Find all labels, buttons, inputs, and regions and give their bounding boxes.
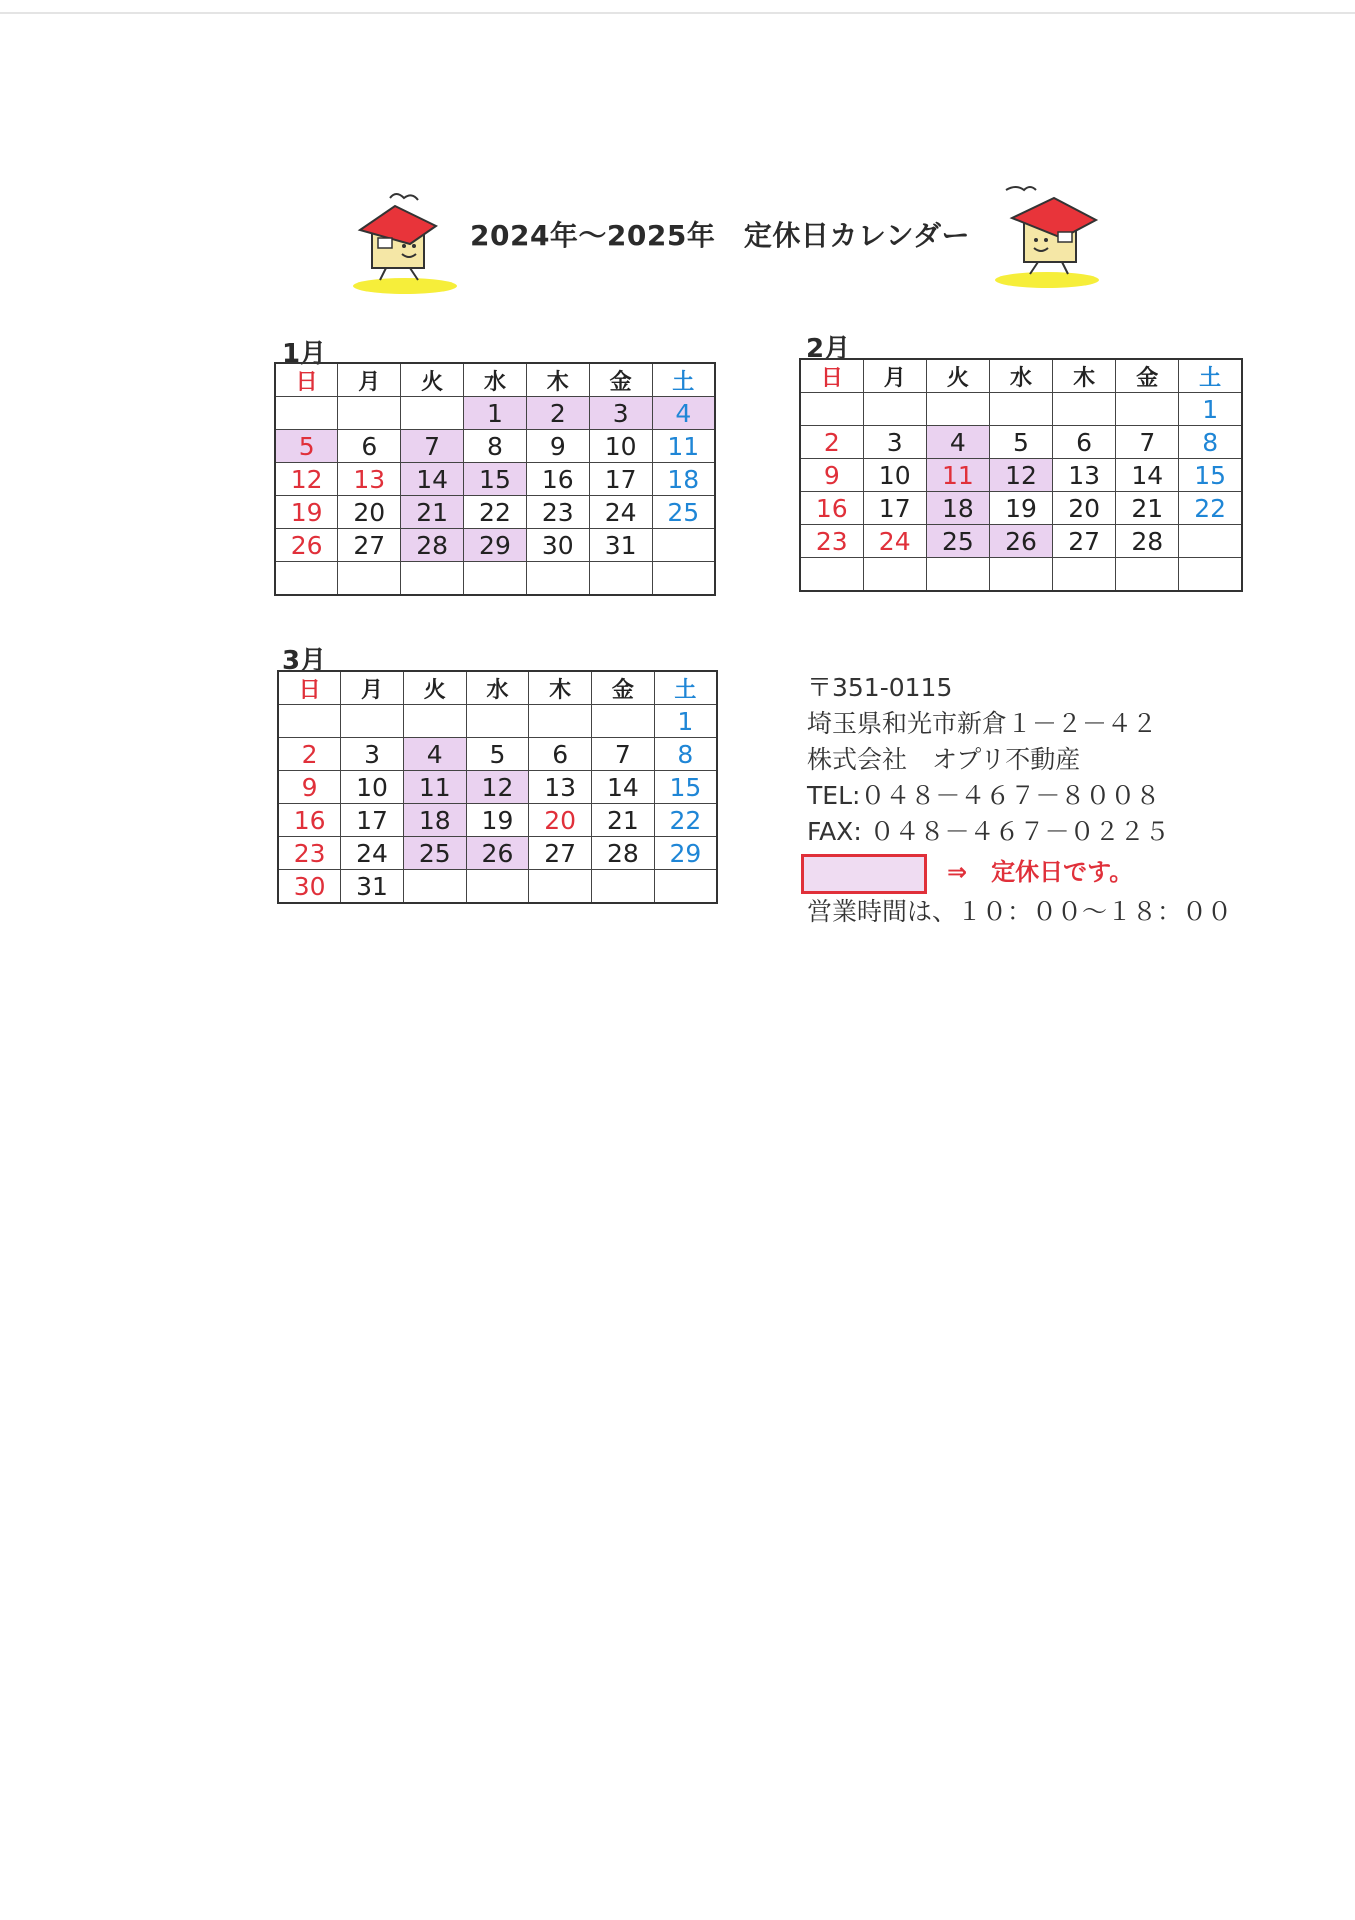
empty-cell	[526, 562, 589, 596]
day-cell: 27	[1053, 525, 1116, 558]
day-cell: 23	[800, 525, 863, 558]
store-info	[807, 670, 1232, 930]
day-cell: 20	[529, 804, 592, 837]
empty-cell	[800, 558, 863, 592]
day-cell: 25	[926, 525, 989, 558]
day-cell: 26	[989, 525, 1052, 558]
day-cell: 15	[464, 463, 527, 496]
day-cell: 26	[275, 529, 338, 562]
day-cell: 14	[401, 463, 464, 496]
day-cell: 29	[654, 837, 717, 870]
day-cell: 1	[654, 705, 717, 738]
house-mascot-icon-right	[992, 182, 1112, 292]
weekday-header: 火	[403, 671, 466, 705]
empty-cell	[466, 705, 529, 738]
week-row	[800, 459, 1242, 492]
weekday-header: 水	[989, 359, 1052, 393]
day-cell: 22	[1179, 492, 1242, 525]
day-cell: 12	[466, 771, 529, 804]
empty-cell	[529, 870, 592, 904]
day-cell: 17	[863, 492, 926, 525]
day-cell: 7	[1116, 426, 1179, 459]
day-cell: 6	[529, 738, 592, 771]
day-cell: 23	[278, 837, 341, 870]
empty-cell	[341, 705, 404, 738]
day-cell: 5	[275, 430, 338, 463]
day-cell: 14	[592, 771, 655, 804]
empty-cell	[589, 562, 652, 596]
day-cell: 14	[1116, 459, 1179, 492]
week-row	[800, 393, 1242, 426]
closed-day-legend	[807, 850, 1232, 894]
day-cell: 6	[1053, 426, 1116, 459]
weekday-header: 土	[652, 363, 715, 397]
day-cell: 28	[1116, 525, 1179, 558]
company-name: 株式会社 オプリ不動産	[807, 745, 1081, 774]
empty-cell	[401, 397, 464, 430]
scan-edge-line	[0, 12, 1355, 14]
house-mascot-icon-left	[350, 188, 470, 298]
empty-cell	[654, 870, 717, 904]
day-cell: 15	[654, 771, 717, 804]
week-row	[800, 426, 1242, 459]
empty-cell	[800, 393, 863, 426]
day-cell: 18	[403, 804, 466, 837]
calendar-february	[799, 358, 1243, 592]
day-cell: 8	[1179, 426, 1242, 459]
week-row	[278, 870, 717, 904]
day-cell: 1	[464, 397, 527, 430]
day-cell: 25	[652, 496, 715, 529]
empty-cell	[466, 870, 529, 904]
empty-cell	[338, 397, 401, 430]
empty-cell	[338, 562, 401, 596]
empty-cell	[989, 558, 1052, 592]
day-cell: 21	[592, 804, 655, 837]
day-cell: 11	[926, 459, 989, 492]
day-cell: 4	[926, 426, 989, 459]
calendar-title: 2024年～2025年 定休日カレンダー	[470, 219, 971, 252]
day-cell: 20	[338, 496, 401, 529]
weekday-header: 火	[926, 359, 989, 393]
weekday-header: 月	[863, 359, 926, 393]
weekday-header: 月	[338, 363, 401, 397]
empty-cell	[863, 558, 926, 592]
day-cell: 3	[341, 738, 404, 771]
day-cell: 5	[466, 738, 529, 771]
day-cell: 18	[652, 463, 715, 496]
day-cell: 11	[403, 771, 466, 804]
weekday-header: 日	[275, 363, 338, 397]
week-row	[800, 492, 1242, 525]
empty-cell	[1053, 558, 1116, 592]
empty-cell	[863, 393, 926, 426]
empty-cell	[1179, 558, 1242, 592]
day-cell: 19	[275, 496, 338, 529]
week-row	[275, 430, 715, 463]
empty-cell	[989, 393, 1052, 426]
day-cell: 16	[278, 804, 341, 837]
fax-number: FAX: ０４８－４６７－０２２５	[807, 817, 1170, 846]
legend-swatch	[801, 854, 927, 894]
day-cell: 27	[529, 837, 592, 870]
day-cell: 16	[800, 492, 863, 525]
day-cell: 22	[654, 804, 717, 837]
empty-cell	[401, 562, 464, 596]
day-cell: 8	[654, 738, 717, 771]
month-label-feb: 2月	[806, 334, 851, 364]
day-cell: 9	[526, 430, 589, 463]
empty-cell	[1116, 393, 1179, 426]
weekday-header: 水	[464, 363, 527, 397]
legend-text: ⇒ 定休日です。	[947, 858, 1134, 886]
day-cell: 9	[278, 771, 341, 804]
day-cell: 15	[1179, 459, 1242, 492]
week-row	[278, 804, 717, 837]
empty-cell	[652, 562, 715, 596]
day-cell: 30	[526, 529, 589, 562]
day-cell: 13	[529, 771, 592, 804]
day-cell: 19	[989, 492, 1052, 525]
empty-cell	[275, 562, 338, 596]
day-cell: 9	[800, 459, 863, 492]
week-row	[275, 463, 715, 496]
day-cell: 10	[589, 430, 652, 463]
week-row	[278, 705, 717, 738]
day-cell: 23	[526, 496, 589, 529]
weekday-header: 水	[466, 671, 529, 705]
weekday-header: 木	[1053, 359, 1116, 393]
weekday-header: 火	[401, 363, 464, 397]
week-row	[278, 738, 717, 771]
empty-cell	[529, 705, 592, 738]
weekday-header-row	[275, 363, 715, 397]
day-cell: 27	[338, 529, 401, 562]
weekday-header: 金	[1116, 359, 1179, 393]
empty-cell	[592, 705, 655, 738]
day-cell: 2	[800, 426, 863, 459]
weekday-header: 月	[341, 671, 404, 705]
day-cell: 3	[589, 397, 652, 430]
weekday-header: 土	[654, 671, 717, 705]
weekday-header: 木	[529, 671, 592, 705]
day-cell: 2	[278, 738, 341, 771]
empty-cell	[1116, 558, 1179, 592]
day-cell: 11	[652, 430, 715, 463]
day-cell: 30	[278, 870, 341, 904]
day-cell: 31	[341, 870, 404, 904]
empty-cell	[926, 558, 989, 592]
phone-number: TEL:０４８－４６７－８００８	[807, 781, 1161, 810]
weekday-header: 木	[526, 363, 589, 397]
day-cell: 7	[592, 738, 655, 771]
day-cell: 12	[989, 459, 1052, 492]
day-cell: 28	[592, 837, 655, 870]
day-cell: 17	[589, 463, 652, 496]
business-hours: 営業時間は、１０：００～１８：００	[807, 897, 1233, 926]
empty-cell	[403, 705, 466, 738]
month-label-jan: 1月	[282, 339, 327, 369]
day-cell: 29	[464, 529, 527, 562]
weekday-header: 土	[1179, 359, 1242, 393]
day-cell: 12	[275, 463, 338, 496]
day-cell: 13	[1053, 459, 1116, 492]
calendar-january	[274, 362, 716, 596]
week-row	[275, 496, 715, 529]
day-cell: 5	[989, 426, 1052, 459]
day-cell: 17	[341, 804, 404, 837]
day-cell: 2	[526, 397, 589, 430]
week-row	[800, 558, 1242, 592]
day-cell: 24	[589, 496, 652, 529]
weekday-header: 金	[589, 363, 652, 397]
address: 埼玉県和光市新倉１－２－４２	[807, 709, 1158, 738]
week-row	[278, 837, 717, 870]
day-cell: 7	[401, 430, 464, 463]
day-cell: 31	[589, 529, 652, 562]
day-cell: 24	[863, 525, 926, 558]
week-row	[800, 525, 1242, 558]
empty-cell	[926, 393, 989, 426]
day-cell: 24	[341, 837, 404, 870]
empty-cell	[278, 705, 341, 738]
calendar-march	[277, 670, 718, 904]
day-cell: 22	[464, 496, 527, 529]
empty-cell	[275, 397, 338, 430]
postal-code: 〒351-0115	[807, 673, 953, 702]
day-cell: 6	[338, 430, 401, 463]
empty-cell	[464, 562, 527, 596]
day-cell: 3	[863, 426, 926, 459]
day-cell: 10	[341, 771, 404, 804]
week-row	[275, 562, 715, 596]
day-cell: 26	[466, 837, 529, 870]
weekday-header-row	[800, 359, 1242, 393]
weekday-header: 日	[278, 671, 341, 705]
weekday-header: 日	[800, 359, 863, 393]
empty-cell	[1179, 525, 1242, 558]
day-cell: 25	[403, 837, 466, 870]
day-cell: 10	[863, 459, 926, 492]
day-cell: 18	[926, 492, 989, 525]
day-cell: 21	[401, 496, 464, 529]
empty-cell	[652, 529, 715, 562]
week-row	[275, 529, 715, 562]
day-cell: 16	[526, 463, 589, 496]
day-cell: 1	[1179, 393, 1242, 426]
day-cell: 8	[464, 430, 527, 463]
empty-cell	[403, 870, 466, 904]
weekday-header-row	[278, 671, 717, 705]
week-row	[278, 771, 717, 804]
day-cell: 13	[338, 463, 401, 496]
day-cell: 21	[1116, 492, 1179, 525]
month-label-mar: 3月	[282, 646, 327, 676]
empty-cell	[1053, 393, 1116, 426]
weekday-header: 金	[592, 671, 655, 705]
empty-cell	[592, 870, 655, 904]
day-cell: 4	[652, 397, 715, 430]
day-cell: 19	[466, 804, 529, 837]
day-cell: 28	[401, 529, 464, 562]
day-cell: 4	[403, 738, 466, 771]
week-row	[275, 397, 715, 430]
day-cell: 20	[1053, 492, 1116, 525]
